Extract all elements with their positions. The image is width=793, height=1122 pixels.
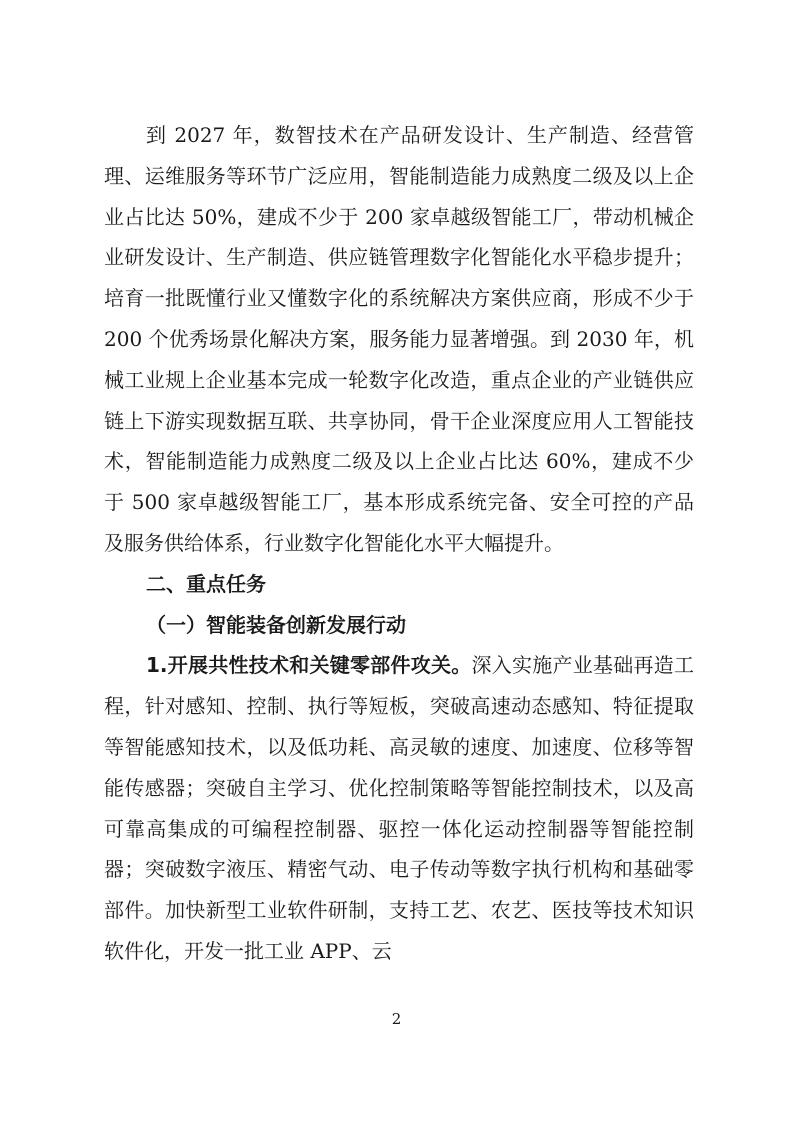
page-number: 2	[391, 1010, 402, 1028]
item1-body: 深入实施产业基础再造工程，针对感知、控制、执行等短板，突破高速动态感知、特征提取等智能感知技术，以及低功耗、高灵敏的速度、加速度、位移等智能传感器；突破自主学习、优化控制策略等智能控制技术，以及高可靠高集成的可编程控制器、驱控一体化运动控制器等智能控制器；突破数字液压、精密气动、电子传动等数字执行机构和基础零部件。加快新型工业软件研制，支持工艺、农艺、医技等技术知识软件化，开发一批工业 APP、云	[104, 653, 695, 963]
item1-title: 1.开展共性技术和关键零部件攻关。	[146, 653, 472, 678]
item1-paragraph	[104, 645, 694, 971]
goals-paragraph: 到 2027 年，数智技术在产品研发设计、生产制造、经营管理、运维服务等环节广泛应用，智能制造能力成熟度二级及以上企业占比达 50%，建成不少于 200 家卓越级智能工厂，带动机械企业研发设计、生产制造、供应链管理数字化智能化水平稳步提升；培育一批既懂行业又懂数字化的系统解决方案供应商，形成不少于 200 个优秀场景化解决方案，服务能力显著增强。到 2030 年，机械工业规上企业基本完成一轮数字化改造，重点企业的产业链供应链上下游实现数据互联、共享协同，骨干企业深度应用人工智能技术，智能制造能力成熟度二级及以上企业占比达 60%，建成不少于 500 家卓越级智能工厂，基本形成系统完备、安全可控的产品及服务供给体系，行业数字化智能化水平大幅提升。	[104, 123, 694, 555]
subsection-heading: （一）智能装备创新发展行动	[146, 612, 406, 637]
document-body	[104, 115, 694, 972]
section-heading: 二、重点任务	[146, 571, 266, 596]
